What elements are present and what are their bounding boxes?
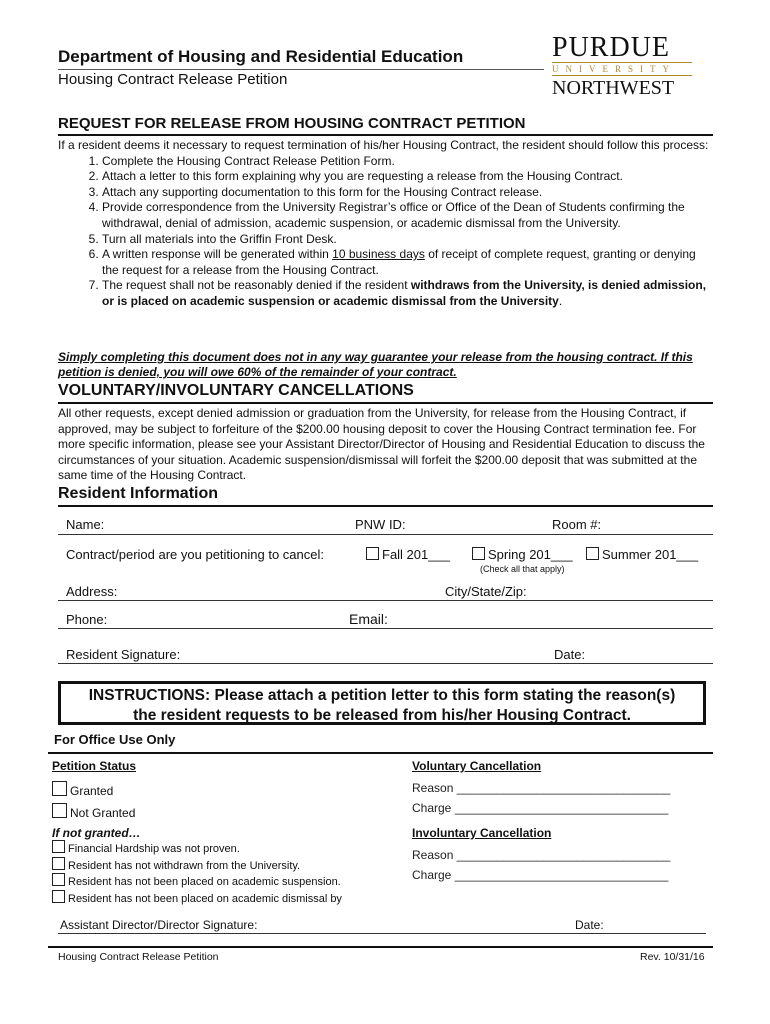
involuntary-heading: Involuntary Cancellation	[412, 826, 552, 840]
office-rule	[48, 752, 713, 754]
step-item: 5. Turn all materials into the Griffin Front Desk.	[102, 232, 713, 248]
reason-option[interactable]: Resident has not been placed on academic suspension.	[52, 873, 342, 890]
step-item: 7. The request shall not be reasonably denied if the resident withdraws from the University, is denied admission, or is placed on academic suspension or academic dismissal from the University.	[102, 278, 713, 309]
email-label: Email:	[349, 611, 388, 627]
reason-option[interactable]: Financial Hardship was not proven.	[52, 840, 342, 857]
reason-checkbox[interactable]	[52, 873, 65, 886]
granted-option[interactable]: Granted	[52, 781, 113, 798]
petition-status-heading: Petition Status	[52, 759, 137, 773]
petition-body	[58, 138, 713, 310]
address-field[interactable]	[58, 600, 713, 601]
petition-rule	[58, 134, 713, 136]
voluntary-reason[interactable]: Reason ________________________________	[412, 781, 671, 795]
petition-heading: REQUEST FOR RELEASE FROM HOUSING CONTRACT PETITION	[58, 115, 526, 132]
name-field[interactable]	[58, 534, 713, 535]
footer-title: Housing Contract Release Petition	[58, 951, 219, 963]
instructions-line2: the resident requests to be released from his/her Housing Contract.	[133, 707, 631, 724]
reason-checkbox[interactable]	[52, 890, 65, 903]
city-label: City/State/Zip:	[445, 584, 527, 599]
director-date-label: Date:	[575, 918, 604, 932]
signature-field[interactable]	[58, 663, 713, 664]
logo-purdue: PURDUE	[552, 32, 671, 63]
period-label: Contract/period are you petitioning to cancel:	[66, 547, 324, 562]
phone-label: Phone:	[66, 612, 108, 627]
step-item: 3. Attach any supporting documentation to this form for the Housing Contract release.	[102, 185, 713, 201]
logo-university: UNIVERSITY	[552, 62, 692, 76]
cancellations-text: All other requests, except denied admission or graduation from the University, for release from the Housing Contract, if approved, may be subject to forfeiture of the $200.00 housing deposit to cover the Housing Contract termination fee. For more specific information, please see your Assistant Director/Director of Housing and Residential Education to discuss the circumstances of your situation. Academic suspension/dismissal will forfeit the $200.00 deposit that was submitted at the same time of the Housing Contract.	[58, 406, 705, 483]
form-title: Housing Contract Release Petition	[58, 71, 288, 88]
reason-checkbox[interactable]	[52, 840, 65, 853]
phone-field[interactable]	[58, 628, 713, 629]
fall-checkbox[interactable]	[366, 547, 379, 560]
resident-heading: Resident Information	[58, 485, 219, 502]
spring-checkbox[interactable]	[472, 547, 485, 560]
logo-northwest: NORTHWEST	[552, 77, 675, 99]
not-granted-option[interactable]: Not Granted	[52, 803, 135, 820]
step-item: 6. A written response will be generated within 10 business days of receipt of complete request, granting or denying the request for a release from the Housing Contract.	[102, 247, 713, 278]
summer-checkbox[interactable]	[586, 547, 599, 560]
signature-label: Resident Signature:	[66, 647, 181, 662]
date-label: Date:	[554, 647, 586, 662]
reasons-list	[52, 840, 342, 906]
reason-option[interactable]: Resident has not withdrawn from the University.	[52, 857, 342, 874]
granted-checkbox[interactable]	[52, 781, 67, 796]
instructions-box	[58, 681, 706, 725]
step-item: 4. Provide correspondence from the University Registrar’s office or Office of the Dean of Students confirming the withdrawal, denial of admission, academic suspension, or academic dismissal from the University.	[102, 200, 713, 231]
cancellations-heading: VOLUNTARY/INVOLUNTARY CANCELLATIONS	[58, 382, 414, 399]
fall-option[interactable]: Fall 201___	[366, 547, 450, 562]
resident-rule	[58, 505, 713, 507]
office-heading: For Office Use Only	[54, 732, 176, 747]
check-all-note: (Check all that apply)	[480, 564, 565, 574]
reason-option[interactable]: Resident has not been placed on academic dismissal by	[52, 890, 342, 907]
footer-revision: Rev. 10/31/16	[640, 951, 705, 963]
header-rule	[58, 69, 544, 70]
involuntary-reason[interactable]: Reason ________________________________	[412, 848, 671, 862]
petition-steps	[58, 154, 713, 310]
petition-notice: Simply completing this document does not in any way guarantee your release from the housing contract. If this petition is denied, you will owe 60% of the remainder of your contract.	[58, 350, 693, 379]
director-signature-label: Assistant Director/Director Signature:	[60, 918, 258, 932]
involuntary-charge[interactable]: Charge ________________________________	[412, 868, 669, 882]
step-item: 2. Attach a letter to this form explaining why you are requesting a release from the Housing Contract.	[102, 169, 713, 185]
cancellations-rule	[58, 402, 713, 404]
department-title: Department of Housing and Residential Education	[58, 47, 464, 66]
instructions-line1: INSTRUCTIONS: Please attach a petition letter to this form stating the reason(s)	[88, 687, 676, 704]
voluntary-charge[interactable]: Charge ________________________________	[412, 801, 669, 815]
summer-option[interactable]: Summer 201___	[586, 547, 698, 562]
spring-option[interactable]: Spring 201___	[472, 547, 573, 562]
if-not-granted-label: If not granted…	[52, 826, 141, 840]
room-label: Room #:	[552, 517, 602, 532]
voluntary-heading: Voluntary Cancellation	[412, 759, 542, 773]
petition-intro: If a resident deems it necessary to request termination of his/her Housing Contract, the resident should follow this process:	[58, 138, 709, 152]
footer-rule	[48, 946, 713, 948]
reason-checkbox[interactable]	[52, 857, 65, 870]
name-label: Name:	[66, 517, 105, 532]
not-granted-checkbox[interactable]	[52, 803, 67, 818]
university-logo	[552, 34, 712, 104]
director-signature-field[interactable]	[58, 933, 706, 934]
pnw-id-label: PNW ID:	[355, 517, 406, 532]
step-item: 1. Complete the Housing Contract Release Petition Form.	[102, 154, 713, 170]
address-label: Address:	[66, 584, 118, 599]
